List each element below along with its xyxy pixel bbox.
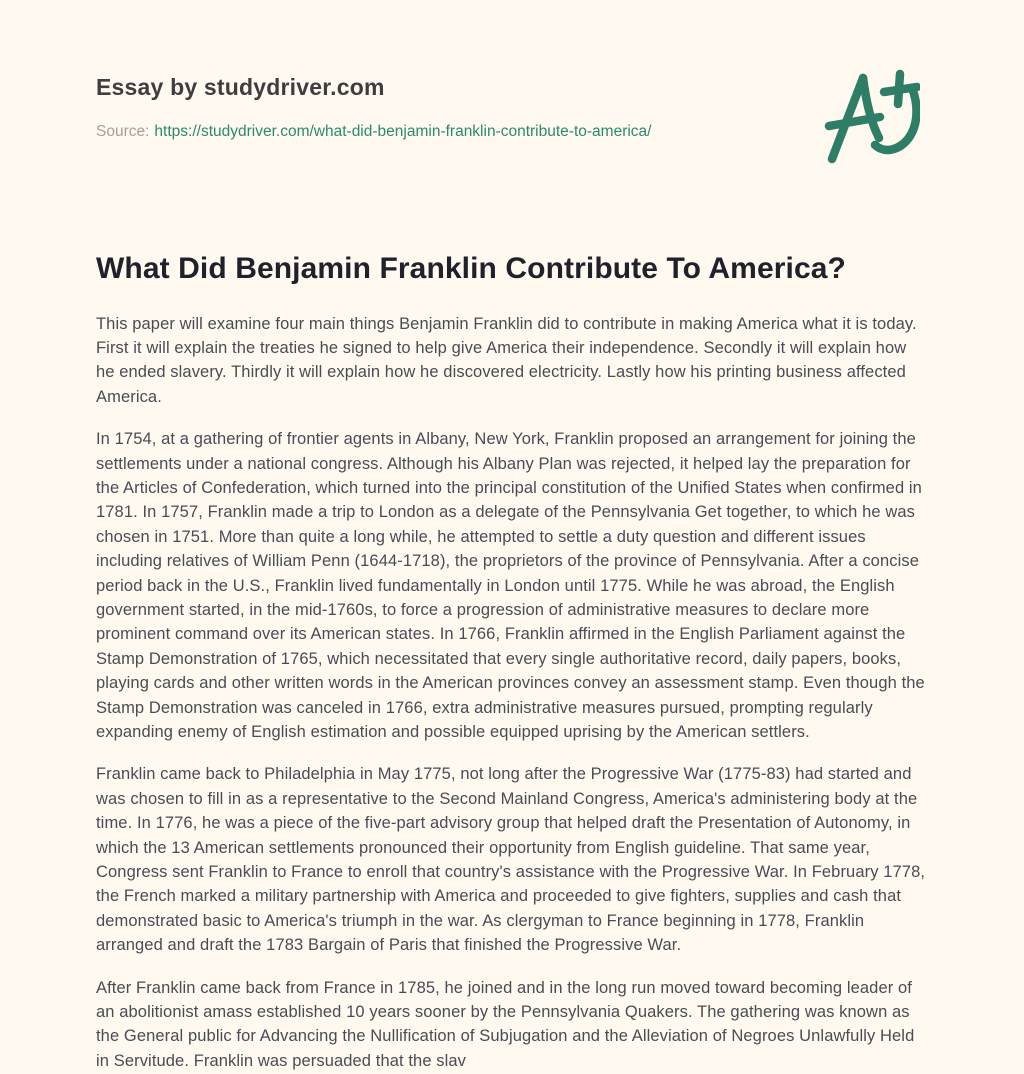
article xyxy=(96,250,929,1074)
source-url-link[interactable]: https://studydriver.com/what-did-benjamin-franklin-contribute-to-america/ xyxy=(154,123,652,140)
source-line xyxy=(96,123,651,141)
studydriver-a-plus-logo-icon xyxy=(820,64,920,164)
source-label: Source: xyxy=(96,123,150,140)
page-header xyxy=(96,74,651,141)
site-header-title: Essay by studydriver.com xyxy=(96,74,385,100)
article-paragraph-3: Franklin came back to Philadelphia in May 1775, not long after the Progressive War (1775-83) had started and was chosen to fill in as a representative to the Second Mainland Congress, America's administering body at the time. In 1776, he was a piece of the five-part advisory group that helped draft the Presentation of Autonomy, in which the 13 American settlements pronounced their opportunity from English guideline. That same year, Congress sent Franklin to France to enroll that country's assistance with the Progressive War. In February 1778, the French marked a military partnership with America and proceeded to give fighters, supplies and cash that demonstrated basic to America's triumph in the war. As clergyman to France beginning in 1778, Franklin arranged and draft the 1783 Bargain of Paris that finished the Progressive War. xyxy=(96,765,926,955)
article-title: What Did Benjamin Franklin Contribute To America? xyxy=(96,252,846,285)
article-paragraph-1: This paper will examine four main things Benjamin Franklin did to contribute in making America what it is today. First it will explain the treaties he signed to help give America their independence. Secondly it will explain how he ended slavery. Thirdly it will explain how he discovered electricity. Lastly how his printing business affected America. xyxy=(96,314,917,406)
article-paragraph-2: In 1754, at a gathering of frontier agents in Albany, New York, Franklin proposed an arrangement for joining the settlements under a national congress. Although his Albany Plan was rejected, it helped lay the preparation for the Articles of Confederation, which turned into the principal constitution of the Unified States when confirmed in 1781. In 1757, Franklin made a trip to London as a delegate of the Pennsylvania Get together, to which he was chosen in 1751. More than quite a long while, he attempted to settle a duty question and different issues including relatives of William Penn (1644-1718), the proprietors of the province of Pennsylvania. After a concise period back in the U.S., Franklin lived fundamentally in London until 1775. While he was abroad, the English government started, in the mid-1760s, to force a progression of administrative measures to declare more prominent command over its American states. In 1766, Franklin affirmed in the English Parliament against the Stamp Demonstration of 1765, which necessitated that every single authoritative record, daily papers, books, playing cards and other written words in the American provinces convey an assessment stamp. Even though the Stamp Demonstration was canceled in 1766, extra administrative measures pursued, prompting regularly expanding enemy of English estimation and possible equipped uprising by the American settlers. xyxy=(96,430,925,741)
article-paragraph-4: After Franklin came back from France in 1785, he joined and in the long run moved toward becoming leader of an abolitionist amass established 10 years sooner by the Pennsylvania Quakers. The gathering was known as the General public for Advancing the Nullification of Subjugation and the Alleviation of Negroes Unlawfully Held in Servitude. Franklin was persuaded that the slav xyxy=(96,978,915,1070)
